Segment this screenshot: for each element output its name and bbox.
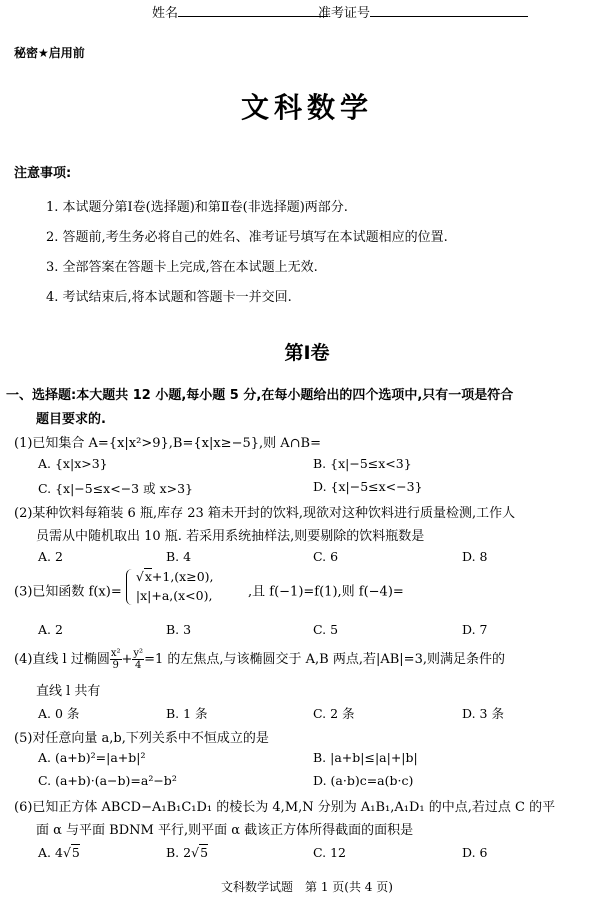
q3-piecewise: [126, 569, 244, 605]
q3-option-d: D. 7: [462, 622, 488, 637]
question-3-stem: [14, 569, 404, 605]
q5-option-b: B. |a+b|≤|a|+|b|: [313, 750, 418, 765]
q6-option-d: D. 6: [462, 845, 488, 860]
q3-piece-1-tail: +1,(x≥0),: [151, 569, 214, 584]
q6-a-radicand: 5: [71, 845, 80, 860]
question-2-stem-cont: 员需从中随机取出 10 瓶. 若采用系统抽样法,则要剔除的饮料瓶数是: [36, 529, 425, 544]
question-4-stem-cont: 直线 l 共有: [36, 684, 101, 699]
exam-id-field: [318, 2, 528, 21]
name-label: 姓名: [152, 6, 179, 21]
name-blank: [178, 4, 328, 17]
q2-option-c: C. 6: [313, 549, 339, 564]
q4-option-b: B. 1 条: [166, 706, 208, 721]
q1-option-a: A. {x|x>3}: [38, 456, 108, 471]
q3-stem-post: ,且 f(−1)=f(1),则 f(−4)=: [248, 584, 404, 600]
page-title: 文科数学: [240, 91, 373, 124]
question-1-stem: (1)已知集合 A={x|x²>9},B={x|x≥−5},则 A∩B=: [14, 436, 321, 451]
q5-option-d: D. (a·b)c=a(b·c): [313, 773, 414, 788]
q5-option-a: A. (a+b)²=|a+b|²: [38, 750, 146, 765]
page-footer: 文科数学试题 第 1 页(共 4 页): [221, 880, 393, 894]
confidential-mark: 秘密★启用前: [14, 46, 85, 60]
q4-option-d: D. 3 条: [462, 706, 504, 721]
question-4-stem: [14, 648, 505, 671]
exam-id-label: 准考证号: [318, 6, 371, 21]
q4-stem-pre: (4)直线 l 过椭圆: [14, 652, 110, 667]
q4-option-c: C. 2 条: [313, 706, 355, 721]
q3-option-b: B. 3: [166, 622, 192, 637]
q4-plus: +: [121, 652, 133, 667]
note-item-3: 3. 全部答案在答题卡上完成,答在本试题上无效.: [46, 260, 318, 275]
volume-heading: 第Ⅰ卷: [284, 342, 330, 364]
q4-fraction-x: $\frac{\text{x²}}{9}$: [110, 648, 121, 671]
q2-option-b: B. 4: [166, 549, 192, 564]
q4-option-a: A. 0 条: [38, 706, 80, 721]
question-6-stem: (6)已知正方体 ABCD−A₁B₁C₁D₁ 的棱长为 4,M,N 分别为 A₁B₁,A₁D₁ 的中点,若过点 C 的平: [14, 800, 556, 815]
q3-brace: [126, 569, 133, 605]
note-item-1: 1. 本试题分第Ⅰ卷(选择题)和第Ⅱ卷(非选择题)两部分.: [46, 200, 348, 215]
section-heading-cont: 题目要求的.: [36, 412, 106, 427]
q2-option-d: D. 8: [462, 549, 488, 564]
question-5-stem: (5)对任意向量 a,b,下列关系中不恒成立的是: [14, 731, 269, 746]
note-item-4: 4. 考试结束后,将本试题和答题卡一并交回.: [46, 290, 292, 305]
q6-option-b: B. 2√5: [166, 845, 209, 860]
q2-option-a: A. 2: [38, 549, 63, 564]
q5-option-c: C. (a+b)·(a−b)=a²−b²: [38, 773, 177, 788]
question-2-stem: (2)某种饮料每箱装 6 瓶,库存 23 箱未开封的饮料,现欲对这种饮料进行质量检测,工作人: [14, 506, 516, 521]
question-6-stem-cont: 面 α 与平面 BDNM 平行,则平面 α 截该正方体所得截面的面积是: [36, 823, 414, 838]
q3-option-c: C. 5: [313, 622, 339, 637]
q1-option-c: C. {x|−5≤x<−3 或 x>3}: [38, 481, 194, 496]
q6-option-c: C. 12: [313, 845, 346, 860]
section-heading: 一、选择题:本大题共 12 小题,每小题 5 分,在每小题给出的四个选项中,只有一项是符合: [6, 388, 514, 403]
note-item-2: 2. 答题前,考生务必将自己的姓名、准考证号填写在本试题相应的位置.: [46, 230, 448, 245]
q4-fraction-y: $\frac{\text{y²}}{4}$: [133, 648, 144, 671]
exam-id-blank: [370, 4, 528, 17]
q3-piece-2: |x|+a,(x<0),: [135, 588, 213, 603]
notes-heading: 注意事项:: [14, 166, 72, 181]
q3-stem-pre: (3)已知函数 f(x)=: [14, 584, 122, 600]
q6-b-radicand: 5: [200, 845, 209, 860]
q3-radicand: x: [144, 569, 152, 584]
q1-option-d: D. {x|−5≤x<−3}: [313, 479, 423, 494]
q3-piece-1: √x+1,(x≥0),: [135, 569, 214, 584]
candidate-name-field: [152, 2, 328, 21]
q1-option-b: B. {x|−5≤x<3}: [313, 456, 412, 471]
q6-option-a: A. 4√5: [38, 845, 80, 860]
q3-option-a: A. 2: [38, 622, 63, 637]
q4-stem-post: =1 的左焦点,与该椭圆交于 A,B 两点,若|AB|=3,则满足条件的: [144, 652, 505, 667]
